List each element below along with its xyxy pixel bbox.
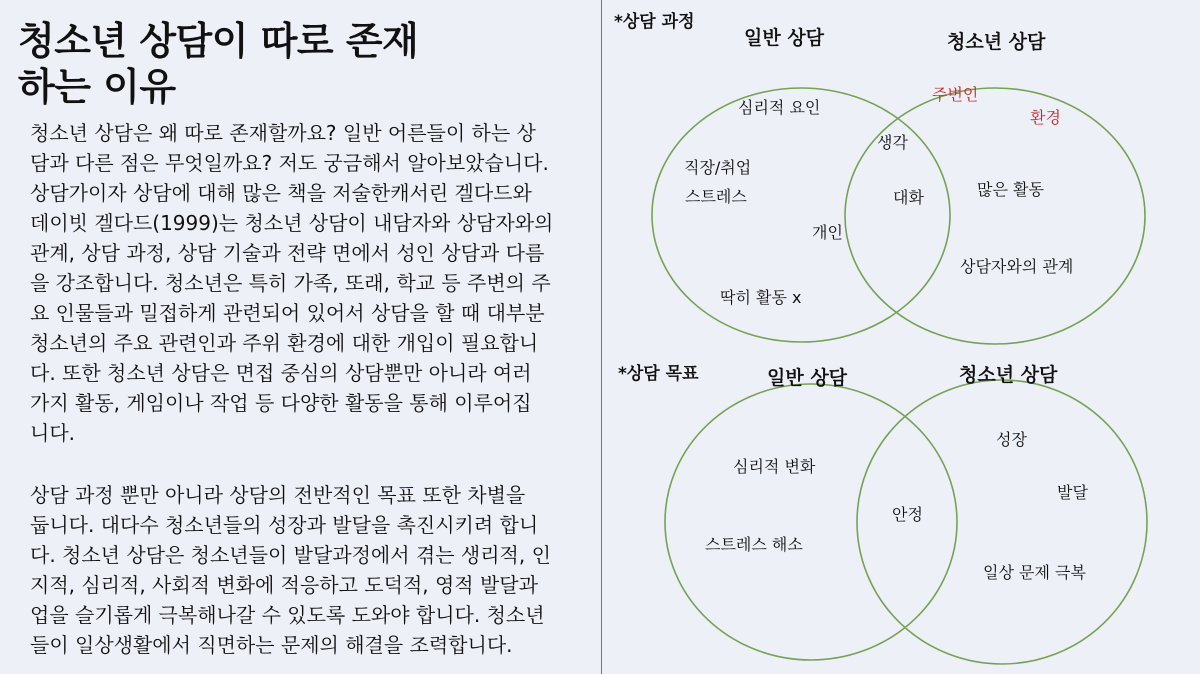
item-no-particular-activity: 딱히 활동 x bbox=[720, 288, 802, 307]
general-counseling-set-title: 일반 상담 bbox=[744, 27, 825, 49]
item-psychological-change: 심리적 변화 bbox=[733, 457, 816, 476]
item-stability: 안정 bbox=[892, 505, 923, 524]
paragraph-counseling-goals bbox=[30, 480, 595, 660]
item-psychological-factors: 심리적 요인 bbox=[738, 98, 821, 117]
item-stress: 스트레스 bbox=[685, 187, 747, 206]
body-text bbox=[30, 118, 595, 660]
text-line: 데이빗 겔다드(1999)는 청소년 상담이 내담자와 상담자와의 bbox=[30, 211, 554, 235]
page-title bbox=[18, 18, 588, 110]
text-line: 청소년의 주요 관련인과 주위 환경에 대한 개입이 필요합니 bbox=[30, 331, 539, 355]
item-counselor-relationship: 상담자와의 관계 bbox=[960, 257, 1074, 276]
text-line: 가지 활동, 게임이나 작업 등 다양한 활동을 통해 이루어집 bbox=[30, 391, 532, 415]
text-line: 둡니다. 대다수 청소년들의 성장과 발달을 촉진시키려 합니 bbox=[30, 513, 539, 537]
text-line: 담과 다른 점은 무엇일까요? 저도 궁금해서 알아보았습니다. bbox=[30, 151, 549, 175]
item-thoughts: 생각 bbox=[877, 133, 908, 152]
counseling-goals-venn bbox=[602, 350, 1200, 674]
item-individual: 개인 bbox=[812, 223, 843, 242]
item-work-employment: 직장/취업 bbox=[684, 158, 752, 177]
general-counseling-set-title: 일반 상담 bbox=[767, 367, 848, 389]
text-line: 상담가이자 상담에 대해 많은 책을 저술한캐서린 겔다드와 bbox=[30, 181, 532, 205]
text-line: 을 강조합니다. 청소년은 특히 가족, 또래, 학교 등 주변의 주 bbox=[30, 271, 551, 295]
item-development: 발달 bbox=[1057, 483, 1088, 502]
process-diagram-heading: *상담 과정 bbox=[614, 12, 695, 32]
item-environment: 환경 bbox=[1030, 108, 1061, 127]
youth-counseling-set-title: 청소년 상담 bbox=[947, 31, 1046, 53]
paragraph-counseling-process bbox=[30, 118, 595, 448]
text-line: 다. 청소년 상담은 청소년들이 발달과정에서 겪는 생리적, 인 bbox=[30, 543, 551, 567]
text-line: 청소년 상담은 왜 따로 존재할까요? 일반 어른들이 하는 상 bbox=[30, 121, 536, 145]
text-line: 요 인물들과 밀접하게 관련되어 있어서 상담을 할 때 대부분 bbox=[30, 301, 545, 325]
text-line: 니다. bbox=[30, 421, 75, 445]
text-line: 업을 슬기롭게 극복해나갈 수 있도록 도와야 합니다. 청소년 bbox=[30, 603, 545, 627]
text-line: 관계, 상담 과정, 상담 기술과 전략 면에서 성인 상담과 다름 bbox=[30, 241, 545, 265]
counseling-process-venn bbox=[602, 0, 1200, 350]
item-conversation: 대화 bbox=[893, 188, 924, 207]
item-growth: 성장 bbox=[996, 430, 1027, 449]
title-line: 하는 이유 bbox=[18, 65, 176, 109]
goals-diagram-heading: *상담 목표 bbox=[618, 364, 699, 384]
text-line: 지적, 심리적, 사회적 변화에 적응하고 도덕적, 영적 발달과 bbox=[30, 573, 538, 597]
item-stress-relief: 스트레스 해소 bbox=[705, 535, 803, 554]
text-line: 상담 과정 뿐만 아니라 상담의 전반적인 목표 또한 차별을 bbox=[30, 483, 526, 507]
item-people-around: 주변인 bbox=[932, 85, 979, 104]
youth-counseling-set-title: 청소년 상담 bbox=[959, 364, 1058, 386]
item-overcoming-daily-problems: 일상 문제 극복 bbox=[983, 563, 1086, 582]
title-line: 청소년 상담이 따로 존재 bbox=[18, 19, 419, 63]
text-line: 들이 일상생활에서 직면하는 문제의 해결을 조력합니다. bbox=[30, 633, 513, 657]
text-line: 다. 또한 청소년 상담은 면접 중심의 상담뿐만 아니라 여러 bbox=[30, 361, 532, 385]
item-many-activities: 많은 활동 bbox=[977, 180, 1044, 199]
youth-counseling-circle bbox=[845, 88, 1145, 344]
